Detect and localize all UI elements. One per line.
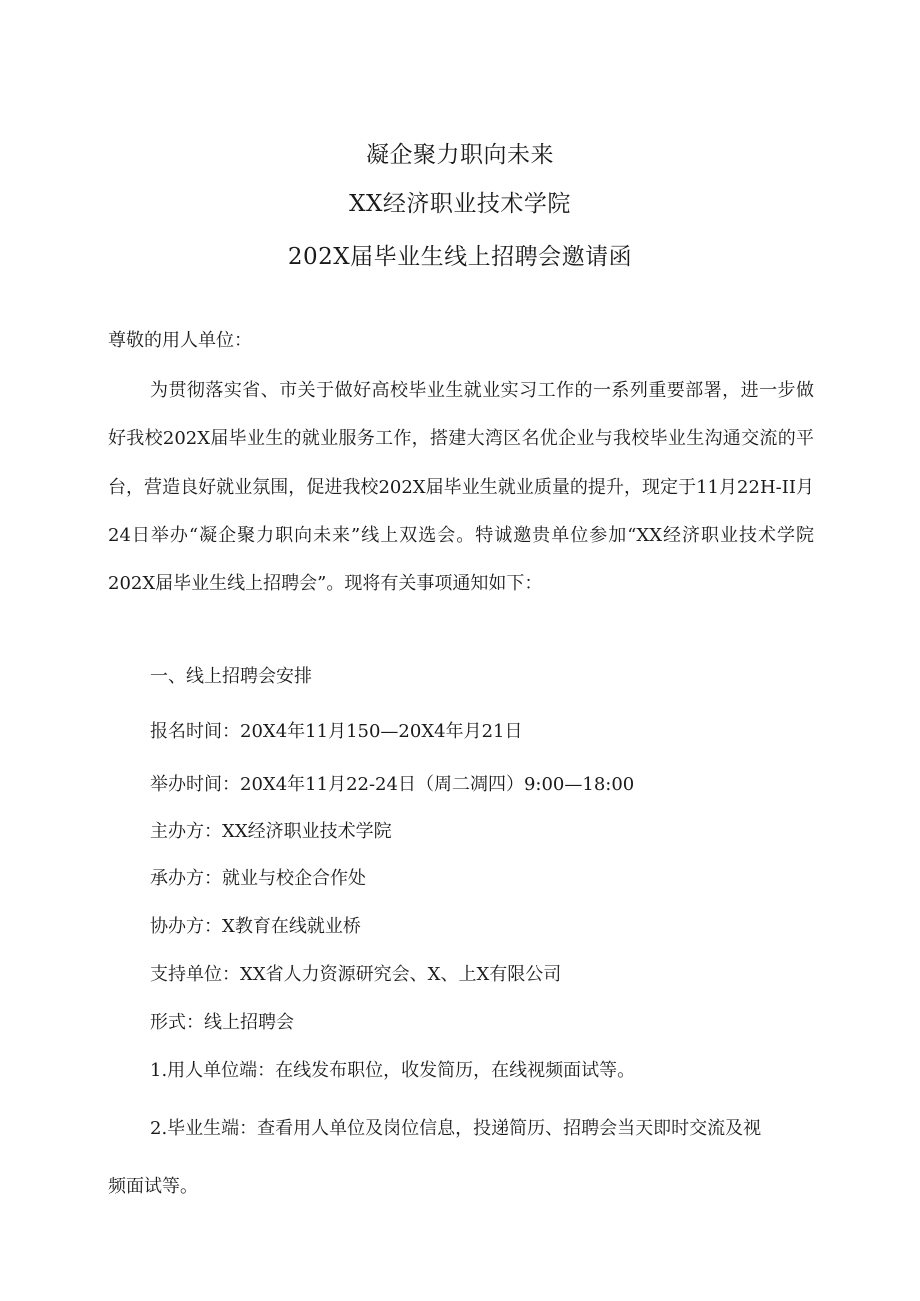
event-time: 举办时间：20X4年11月22-24日（周二凋四）9:00—18:00 <box>150 774 635 795</box>
event-format: 形式：线上招聘会 <box>150 1012 294 1033</box>
organizer: 主办方：XX经济职业技术学院 <box>150 821 392 842</box>
employer-side-item: 1.用人单位端：在线发布职位，收发简历，在线视频面试等。 <box>150 1060 636 1081</box>
undertaker: 承办方：就业与校企合作处 <box>150 868 366 889</box>
title-line-3: 202X届毕业生线上招聘会邀请函 <box>287 244 633 270</box>
section-heading: 一、线上招聘会安排 <box>150 666 312 687</box>
title-line-2: XX经济职业技术学院 <box>349 191 571 217</box>
supporting-units: 支持单位：XX省人力资源研究会、X、上X有限公司 <box>150 964 562 985</box>
graduate-side-item: 2.毕业生端：查看用人单位及岗位信息，投递简历、招聘会当天即时交流及视频面试等。 <box>108 1118 762 1197</box>
intro-paragraph: 为贯彻落实省、市关于做好高校毕业生就业实习工作的一系列重要部署，进一步做好我校202X届毕业生的就业服务工作，搭建大湾区名优企业与我校毕业生沟通交流的平台，营造良好就业氛围，促进我校202X届毕业生就业质量的提升，现定于11月22H-II月24日举办“凝企聚力职向未来”线上双选会。特诚邀贵单位参加“XX经济职业技术学院202X届毕业生线上招聘会”。现将有关事项通知如下： <box>108 380 814 595</box>
title-line-1: 凝企聚力职向未来 <box>366 142 554 168</box>
registration-time: 报名时间：20X4年11月150—20X4年月21日 <box>150 721 523 742</box>
salutation: 尊敬的用人单位： <box>108 330 252 351</box>
co-organizer: 协办方：X教育在线就业桥 <box>150 916 361 937</box>
